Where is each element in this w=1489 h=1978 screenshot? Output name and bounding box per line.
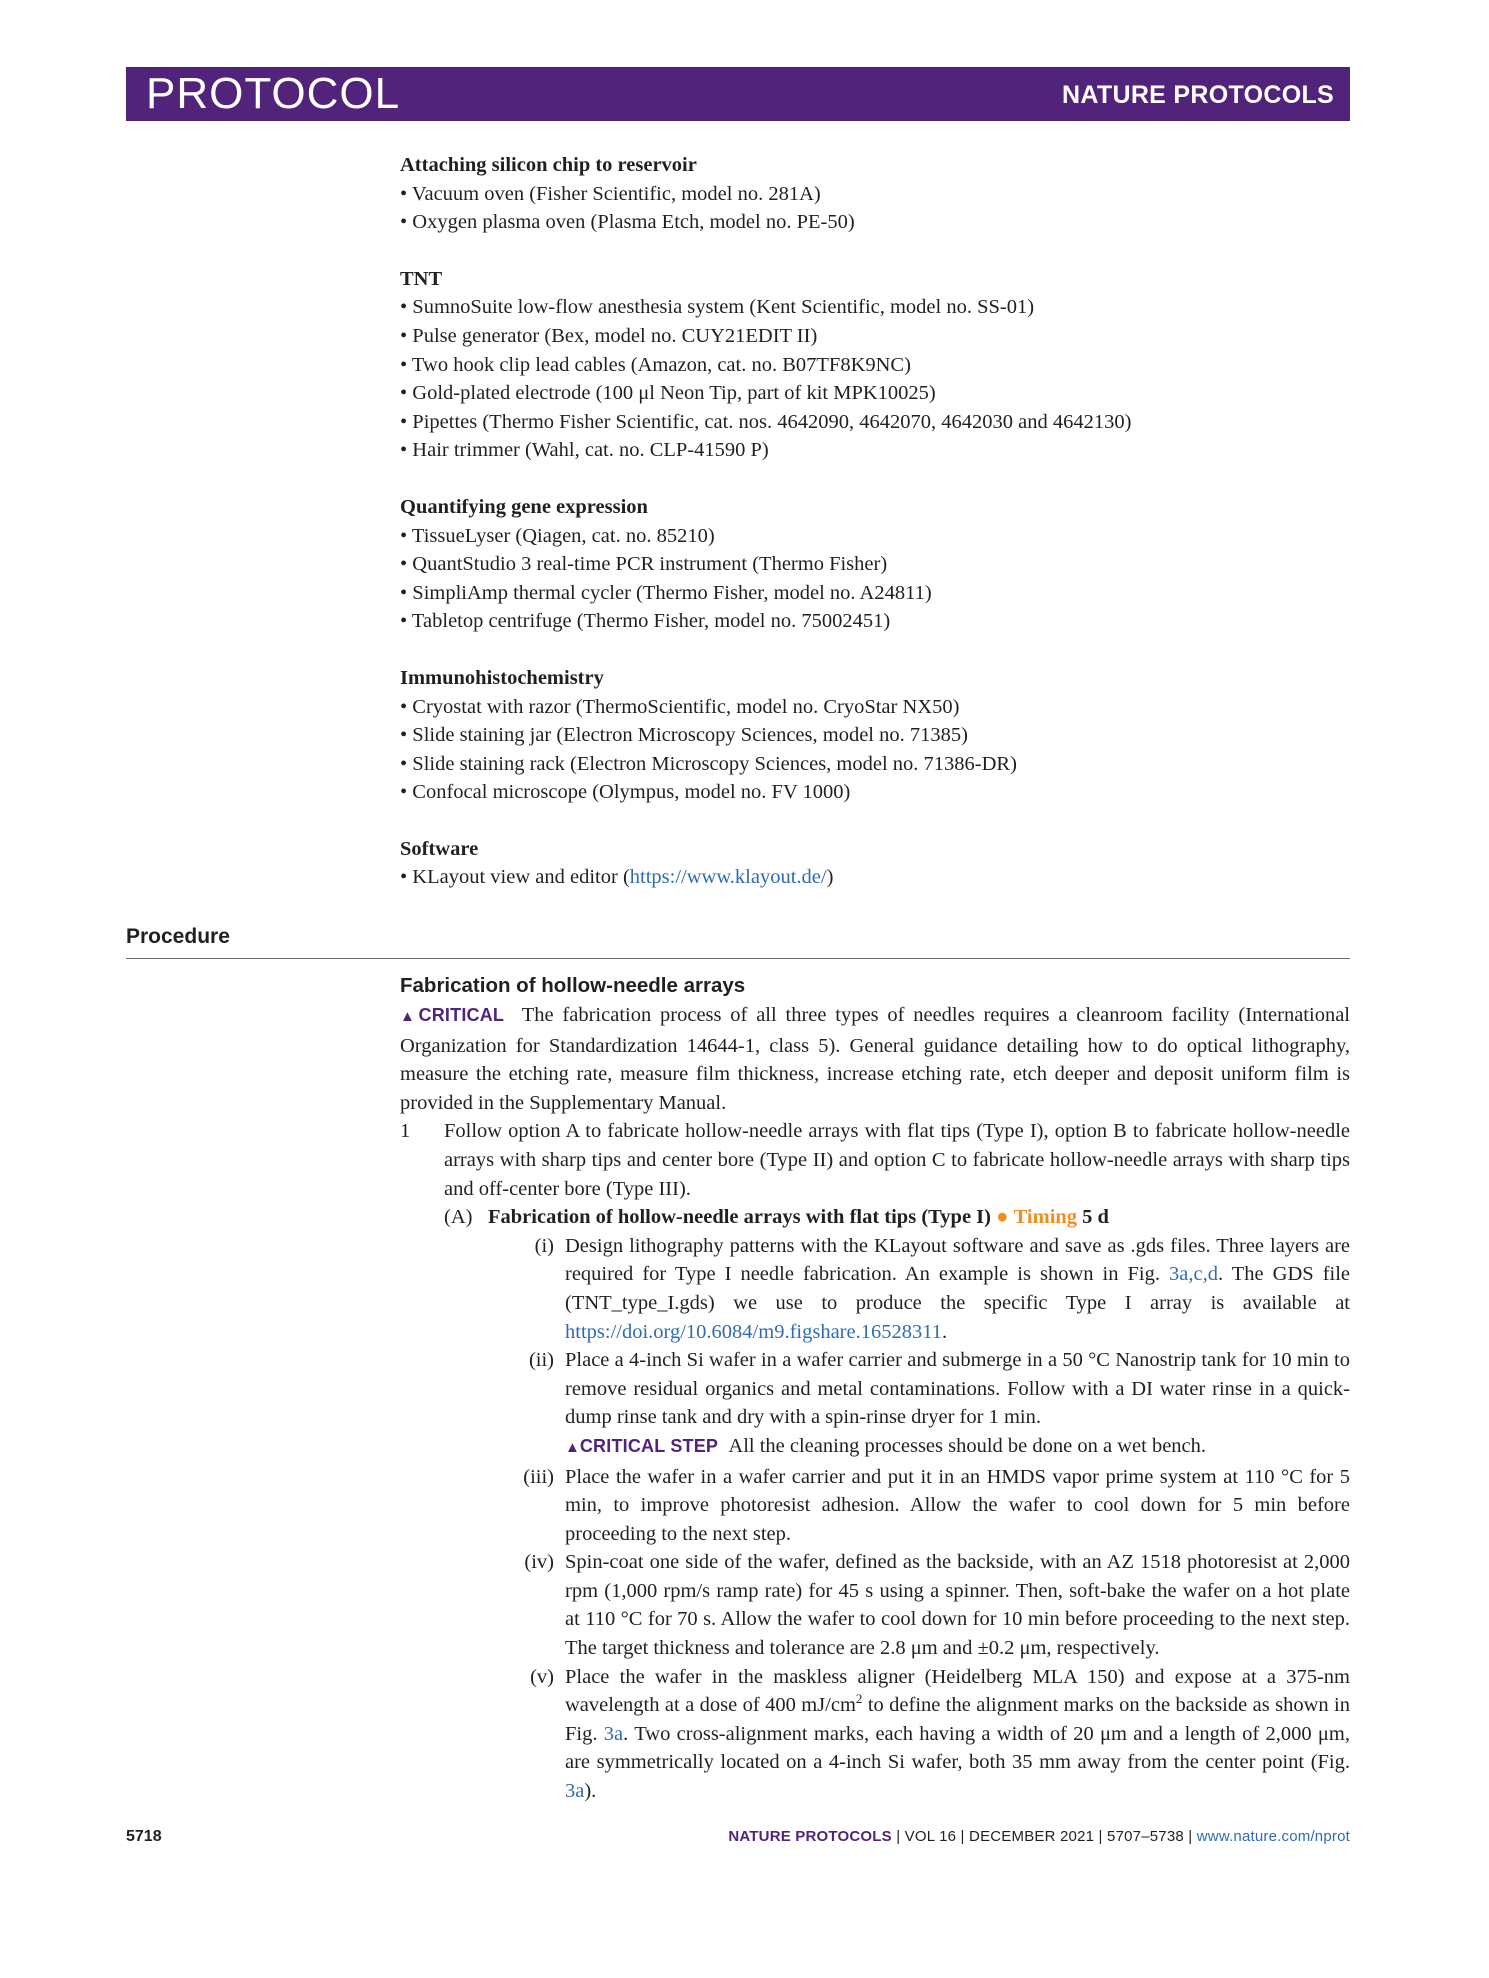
step-1 bbox=[400, 1117, 1350, 1203]
figure-link[interactable]: 3a bbox=[603, 1722, 624, 1745]
critical-step-label: CRITICAL STEP bbox=[579, 1435, 719, 1456]
list-item: • Pulse generator (Bex, model no. CUY21EDIT II) bbox=[400, 324, 818, 347]
critical-triangle-icon: ▲ bbox=[400, 1009, 419, 1025]
list-item-text: • KLayout view and editor ( bbox=[400, 866, 630, 889]
header-journal-label: NATURE PROTOCOLS bbox=[1062, 81, 1334, 109]
text-run: . Two cross-alignment marks, each having a width of 20 μm and a length of 2,000 μm, are symmetrically located on a 4-inch Si wafer, both 35 mm away from the center point (Fig. bbox=[565, 1722, 1350, 1774]
equipment-list bbox=[400, 151, 1350, 892]
procedure-heading-bar bbox=[126, 924, 1350, 959]
option-label: (A) bbox=[444, 1206, 473, 1229]
text-run: . bbox=[941, 1320, 948, 1343]
substep-text bbox=[565, 1232, 1350, 1346]
critical-label: CRITICAL bbox=[418, 1005, 505, 1025]
footer-separator: | bbox=[1183, 1828, 1197, 1845]
section-title: Software bbox=[400, 837, 479, 860]
critical-step-text: All the cleaning processes should be done on a wet bench. bbox=[728, 1434, 1207, 1457]
footer-separator: | bbox=[1094, 1828, 1108, 1845]
footer-separator: | bbox=[891, 1828, 905, 1845]
header-banner bbox=[126, 67, 1350, 121]
step-number: 1 bbox=[400, 1120, 411, 1143]
critical-note bbox=[400, 1001, 1350, 1117]
superscript: 2 bbox=[855, 1691, 863, 1707]
substep-text: Place a 4-inch Si wafer in a wafer carrier and submerge in a 50 °C Nanostrip tank for 10 min to remove residual organics and metal contaminations. Follow with a DI water rinse in a quick-dump rinse tank and dry with a spin-rinse dryer for 1 min. bbox=[565, 1349, 1350, 1429]
substep-iii bbox=[488, 1463, 1350, 1549]
list-item: • SumnoSuite low-flow anesthesia system (Kent Scientific, model no. SS-01) bbox=[400, 296, 1035, 319]
option-title: Fabrication of hollow-needle arrays with flat tips (Type I) bbox=[488, 1206, 991, 1229]
section-title: TNT bbox=[400, 267, 443, 290]
footer-pages: 5707–5738 bbox=[1107, 1828, 1184, 1845]
substep-ii bbox=[488, 1346, 1350, 1462]
substep-iv bbox=[488, 1548, 1350, 1662]
list-item: • Gold-plated electrode (100 μl Neon Tip, part of kit MPK10025) bbox=[400, 382, 936, 405]
list-item: • Two hook clip lead cables (Amazon, cat. no. B07TF8K9NC) bbox=[400, 353, 911, 376]
footer-separator: | bbox=[956, 1828, 970, 1845]
footer-site-link[interactable]: www.nature.com/nprot bbox=[1196, 1828, 1350, 1845]
klayout-link[interactable]: https://www.klayout.de/ bbox=[629, 866, 827, 889]
list-item bbox=[400, 863, 1350, 892]
list-item: • TissueLyser (Qiagen, cat. no. 85210) bbox=[400, 524, 715, 547]
figure-link[interactable]: 3a,c,d bbox=[1169, 1263, 1218, 1286]
section-title: Attaching silicon chip to reservoir bbox=[400, 154, 697, 176]
section-title: Immunohistochemistry bbox=[400, 666, 604, 689]
footer-citation bbox=[728, 1828, 1350, 1845]
list-item: • Oxygen plasma oven (Plasma Etch, model no. PE-50) bbox=[400, 211, 855, 234]
procedure-body bbox=[400, 971, 1350, 1806]
substep-i bbox=[488, 1232, 1350, 1346]
doi-link[interactable]: https://doi.org/10.6084/m9.figshare.16528311 bbox=[565, 1320, 942, 1343]
substep-text: Spin-coat one side of the wafer, defined as the backside, with an AZ 1518 photoresist at 2,000 rpm (1,000 rpm/s ramp rate) for 45 s using a spinner. Then, soft-bake the wafer on a hot plate at 110 °C for 70 s. Allow the wafer to cool down for 10 min before proceeding to the next step. The target thickness and tolerance are 2.8 μm and ±0.2 μm, respectively. bbox=[565, 1551, 1350, 1660]
critical-triangle-icon: ▲ bbox=[565, 1439, 580, 1456]
list-item: • Confocal microscope (Olympus, model no. FV 1000) bbox=[400, 781, 851, 804]
substep-label: (iv) bbox=[524, 1551, 554, 1574]
list-item: • QuantStudio 3 real-time PCR instrument (Thermo Fisher) bbox=[400, 553, 888, 576]
substep-text: Place the wafer in a wafer carrier and put it in an HMDS vapor prime system at 110 °C for 5 min, to improve photoresist adhesion. Allow the wafer to cool down for 5 min before proceeding to the next step. bbox=[565, 1465, 1350, 1545]
text-run: to define the alignment marks on the backside as shown in Fig. bbox=[565, 1694, 1351, 1745]
list-item: • Pipettes (Thermo Fisher Scientific, cat. nos. 4642090, 4642070, 4642030 and 4642130) bbox=[400, 410, 1132, 433]
list-item: • SimpliAmp thermal cycler (Thermo Fisher, model no. A24811) bbox=[400, 581, 932, 604]
substep-label: (i) bbox=[534, 1234, 554, 1257]
list-item-text: ) bbox=[826, 866, 834, 889]
timing-label: Timing bbox=[1013, 1206, 1078, 1229]
section-title: Quantifying gene expression bbox=[400, 495, 648, 518]
substep-label: (iii) bbox=[523, 1465, 554, 1488]
figure-link[interactable]: 3a bbox=[565, 1780, 585, 1803]
text-run: ). bbox=[584, 1780, 597, 1803]
timing-dot-icon: ● bbox=[996, 1206, 1009, 1229]
page-footer bbox=[126, 1828, 1350, 1852]
critical-step-note bbox=[565, 1432, 1350, 1463]
footer-date: DECEMBER 2021 bbox=[969, 1828, 1095, 1845]
list-item: • Slide staining rack (Electron Microscopy Sciences, model no. 71386-DR) bbox=[400, 752, 1017, 775]
option-title-line bbox=[488, 1203, 1350, 1232]
substep-v bbox=[488, 1663, 1350, 1806]
option-a bbox=[444, 1203, 1350, 1232]
text-run: Place the wafer in the maskless aligner (Heidelberg MLA 150) and expose at a 375-nm wavelength at a dose of 400 mJ/cm bbox=[565, 1665, 1350, 1717]
text-run: Design lithography patterns with the KLayout software and save as .gds files. Three layers are required for Type I needle fabrication. An example is shown in Fig. bbox=[565, 1234, 1350, 1286]
list-item: • Cryostat with razor (ThermoScientific, model no. CryoStar NX50) bbox=[400, 695, 960, 718]
footer-journal: NATURE PROTOCOLS bbox=[728, 1828, 892, 1845]
page-number: 5718 bbox=[126, 1828, 162, 1845]
text-run: . The GDS file (TNT_type_I.gds) we use to produce the specific Type I array is available at bbox=[565, 1263, 1351, 1314]
substep-text bbox=[565, 1663, 1350, 1806]
list-item: • Vacuum oven (Fisher Scientific, model no. 281A) bbox=[400, 182, 821, 205]
step-text: Follow option A to fabricate hollow-needle arrays with flat tips (Type I), option B to fabricate hollow-needle arrays with sharp tips and center bore (Type II) and option C to fabricate hollow-needle arrays with sharp tips and off-center bore (Type III). bbox=[444, 1120, 1350, 1200]
list-item: • Hair trimmer (Wahl, cat. no. CLP-41590 P) bbox=[400, 439, 769, 462]
procedure-heading: Procedure bbox=[126, 925, 230, 948]
substep-label: (ii) bbox=[528, 1349, 554, 1372]
list-item: • Slide staining jar (Electron Microscopy Sciences, model no. 71385) bbox=[400, 724, 968, 747]
critical-text: The fabrication process of all three types of needles requires a cleanroom facility (International Organization for Standardization 14644-1, class 5). General guidance detailing how to do optical lithography, measure the etching rate, measure film thickness, increase etching rate, etch deeper and deposit uniform film is provided in the Supplementary Manual. bbox=[400, 1004, 1350, 1114]
timing-value: 5 d bbox=[1082, 1206, 1109, 1229]
header-protocol-label: PROTOCOL bbox=[146, 69, 401, 118]
list-item: • Tabletop centrifuge (Thermo Fisher, model no. 75002451) bbox=[400, 610, 891, 633]
footer-volume: VOL 16 bbox=[904, 1828, 957, 1845]
procedure-subheading: Fabrication of hollow-needle arrays bbox=[400, 974, 746, 997]
substep-label: (v) bbox=[530, 1665, 554, 1688]
